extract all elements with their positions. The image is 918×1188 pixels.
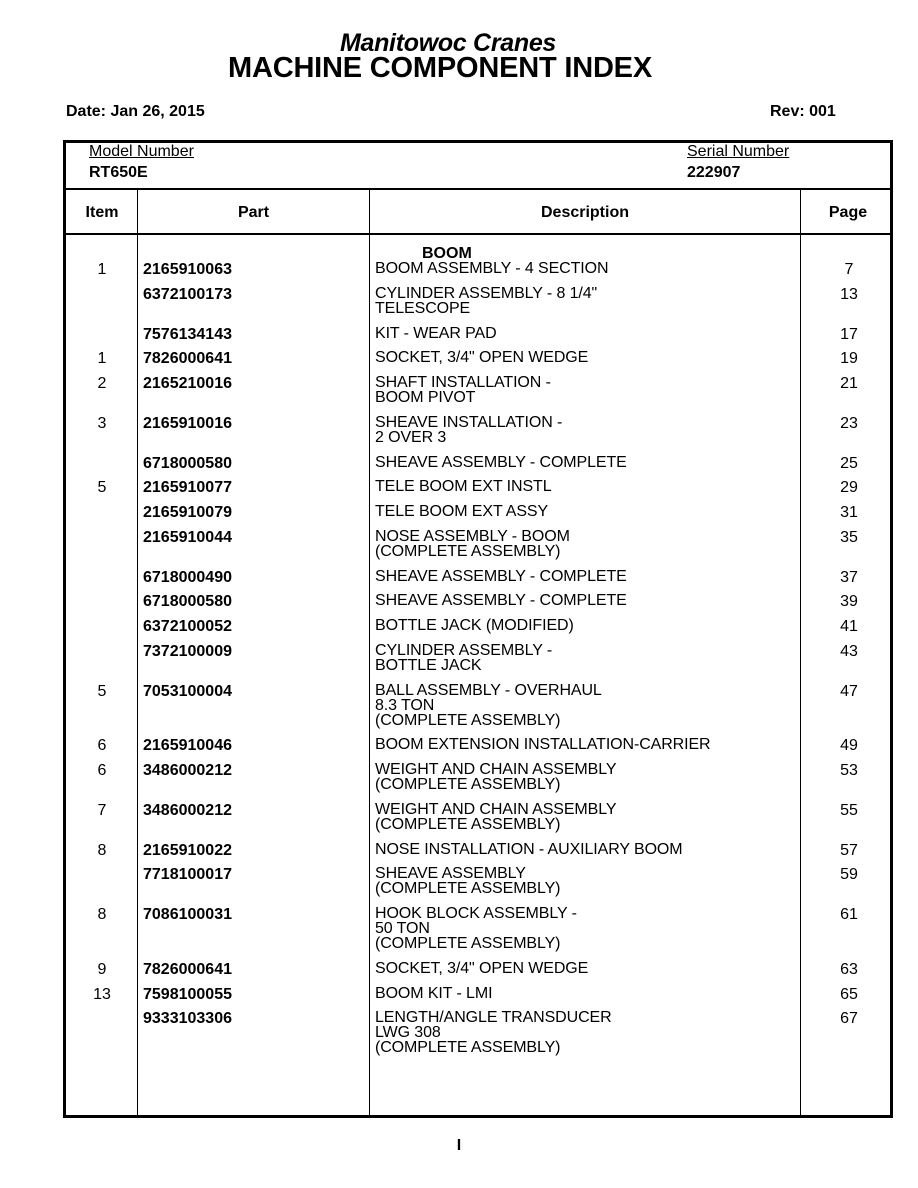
row-description-line: (COMPLETE ASSEMBLY) [375, 543, 561, 560]
row-item-number: 2 [97, 375, 107, 392]
row-description-line: BOOM KIT - LMI [375, 985, 493, 1002]
row-part-number: 7576134143 [143, 326, 232, 343]
row-description-line: CYLINDER ASSEMBLY - 8 1/4" [375, 285, 598, 302]
row-description-line: WEIGHT AND CHAIN ASSEMBLY [375, 761, 617, 778]
page-number: I [456, 1137, 462, 1154]
document-date: Date: Jan 26, 2015 [66, 103, 205, 120]
column-header-divider [63, 233, 893, 235]
row-description [375, 906, 577, 951]
column-header-item: Item [85, 204, 119, 221]
row-part-number: 6372100052 [143, 618, 232, 635]
row-part-number: 6718000580 [143, 455, 232, 472]
row-part-number: 2165910077 [143, 479, 232, 496]
column-divider-part-description [369, 189, 370, 1118]
row-description-line: 2 OVER 3 [375, 429, 447, 446]
row-description-line: (COMPLETE ASSEMBLY) [375, 776, 561, 793]
row-page-number: 49 [840, 737, 858, 754]
row-part-number: 2165910063 [143, 261, 232, 278]
row-description-line: (COMPLETE ASSEMBLY) [375, 712, 561, 729]
model-number-value: RT650E [89, 164, 148, 181]
row-description-line: 50 TON [375, 920, 430, 937]
row-description [375, 866, 560, 896]
row-description-line: BOOM PIVOT [375, 389, 476, 406]
row-page-number: 13 [840, 286, 858, 303]
row-item-number: 3 [97, 415, 107, 432]
row-part-number: 7826000641 [143, 961, 232, 978]
row-page-number: 17 [840, 326, 858, 343]
row-part-number: 2165910044 [143, 529, 232, 546]
row-part-number: 9333103306 [143, 1010, 232, 1027]
row-description [375, 504, 548, 519]
row-part-number: 7086100031 [143, 906, 232, 923]
row-item-number: 8 [97, 842, 107, 859]
row-item-number: 13 [93, 986, 111, 1003]
document-title: MACHINE COMPONENT INDEX [228, 52, 652, 84]
row-description [375, 737, 711, 752]
row-part-number: 7372100009 [143, 643, 232, 660]
row-part-number: 2165910016 [143, 415, 232, 432]
column-header-page: Page [828, 204, 868, 221]
row-description-line: HOOK BLOCK ASSEMBLY - [375, 905, 577, 922]
row-page-number: 53 [840, 762, 858, 779]
row-page-number: 57 [840, 842, 858, 859]
column-header-part: Part [237, 204, 270, 221]
row-description [375, 569, 627, 584]
machine-info-divider [63, 188, 893, 190]
row-description-line: TELE BOOM EXT INSTL [375, 478, 552, 495]
row-page-number: 65 [840, 986, 858, 1003]
row-item-number: 5 [97, 479, 107, 496]
row-page-number: 31 [840, 504, 858, 521]
row-part-number: 2165210016 [143, 375, 232, 392]
row-description [375, 762, 616, 792]
row-item-number: 6 [97, 762, 107, 779]
row-item-number: 1 [97, 261, 107, 278]
row-description-line: (COMPLETE ASSEMBLY) [375, 816, 561, 833]
row-item-number: 8 [97, 906, 107, 923]
row-description [375, 261, 608, 276]
row-description-line: 8.3 TON [375, 697, 435, 714]
row-description [375, 643, 552, 673]
row-part-number: 7598100055 [143, 986, 232, 1003]
row-description-line: TELESCOPE [375, 300, 471, 317]
row-part-number: 6718000490 [143, 569, 232, 586]
model-number-label: Model Number [89, 143, 194, 160]
row-description-line: BOTTLE JACK [375, 657, 482, 674]
row-description-line: LWG 308 [375, 1024, 441, 1041]
row-part-number: 2165910022 [143, 842, 232, 859]
row-page-number: 25 [840, 455, 858, 472]
row-item-number: 9 [97, 961, 107, 978]
row-description [375, 593, 627, 608]
row-page-number: 43 [840, 643, 858, 660]
row-part-number: 7718100017 [143, 866, 232, 883]
row-item-number: 6 [97, 737, 107, 754]
row-description [375, 1010, 612, 1055]
row-page-number: 23 [840, 415, 858, 432]
row-page-number: 7 [844, 261, 854, 278]
row-description-line: NOSE INSTALLATION - AUXILIARY BOOM [375, 841, 683, 858]
serial-number-value: 222907 [687, 164, 741, 181]
row-page-number: 29 [840, 479, 858, 496]
row-description [375, 842, 683, 857]
row-page-number: 59 [840, 866, 858, 883]
row-part-number: 2165910079 [143, 504, 232, 521]
row-page-number: 21 [840, 375, 858, 392]
row-description [375, 455, 627, 470]
row-item-number: 7 [97, 802, 107, 819]
row-page-number: 55 [840, 802, 858, 819]
row-description-line: SOCKET, 3/4" OPEN WEDGE [375, 349, 589, 366]
company-name: Manitowoc Cranes [339, 29, 557, 57]
row-description-line: SHAFT INSTALLATION - [375, 374, 551, 391]
row-description-line: SHEAVE INSTALLATION - [375, 414, 563, 431]
row-description-line: WEIGHT AND CHAIN ASSEMBLY [375, 801, 617, 818]
row-description-line: SHEAVE ASSEMBLY - COMPLETE [375, 568, 627, 585]
row-description [375, 326, 497, 341]
row-page-number: 19 [840, 350, 858, 367]
row-description-line: KIT - WEAR PAD [375, 325, 497, 342]
row-description [375, 618, 574, 633]
row-page-number: 35 [840, 529, 858, 546]
row-description [375, 986, 492, 1001]
row-item-number: 1 [97, 350, 107, 367]
row-description [375, 683, 602, 728]
row-description-line: SHEAVE ASSEMBLY - COMPLETE [375, 454, 627, 471]
row-description-line: LENGTH/ANGLE TRANSDUCER [375, 1009, 612, 1026]
row-part-number: 3486000212 [143, 762, 232, 779]
row-description [375, 479, 552, 494]
row-description [375, 375, 551, 405]
row-description-line: SOCKET, 3/4" OPEN WEDGE [375, 960, 589, 977]
row-page-number: 47 [840, 683, 858, 700]
row-description [375, 961, 588, 976]
document-revision: Rev: 001 [770, 103, 836, 120]
row-page-number: 41 [840, 618, 858, 635]
row-description-line: BALL ASSEMBLY - OVERHAUL [375, 682, 602, 699]
row-part-number: 6718000580 [143, 593, 232, 610]
row-item-number: 5 [97, 683, 107, 700]
row-description-line: (COMPLETE ASSEMBLY) [375, 880, 561, 897]
row-description-line: BOTTLE JACK (MODIFIED) [375, 617, 574, 634]
row-part-number: 6372100173 [143, 286, 232, 303]
row-description-line: CYLINDER ASSEMBLY - [375, 642, 553, 659]
row-description-line: SHEAVE ASSEMBLY - COMPLETE [375, 592, 627, 609]
column-divider-description-page [800, 189, 801, 1118]
row-description [375, 286, 597, 316]
row-description-line: BOOM EXTENSION INSTALLATION-CARRIER [375, 736, 711, 753]
row-page-number: 63 [840, 961, 858, 978]
section-title-boom: BOOM [422, 245, 472, 262]
row-description [375, 529, 570, 559]
row-page-number: 37 [840, 569, 858, 586]
row-description-line: (COMPLETE ASSEMBLY) [375, 1039, 561, 1056]
row-page-number: 39 [840, 593, 858, 610]
row-part-number: 3486000212 [143, 802, 232, 819]
row-page-number: 61 [840, 906, 858, 923]
row-part-number: 7053100004 [143, 683, 232, 700]
row-description-line: NOSE ASSEMBLY - BOOM [375, 528, 570, 545]
row-description-line: BOOM ASSEMBLY - 4 SECTION [375, 260, 609, 277]
row-description [375, 350, 588, 365]
row-part-number: 2165910046 [143, 737, 232, 754]
row-part-number: 7826000641 [143, 350, 232, 367]
serial-number-label: Serial Number [687, 143, 790, 160]
row-description [375, 415, 562, 445]
row-page-number: 67 [840, 1010, 858, 1027]
row-description-line: TELE BOOM EXT ASSY [375, 503, 549, 520]
row-description-line: (COMPLETE ASSEMBLY) [375, 935, 561, 952]
row-description-line: SHEAVE ASSEMBLY [375, 865, 526, 882]
column-header-description: Description [540, 204, 629, 221]
row-description [375, 802, 616, 832]
